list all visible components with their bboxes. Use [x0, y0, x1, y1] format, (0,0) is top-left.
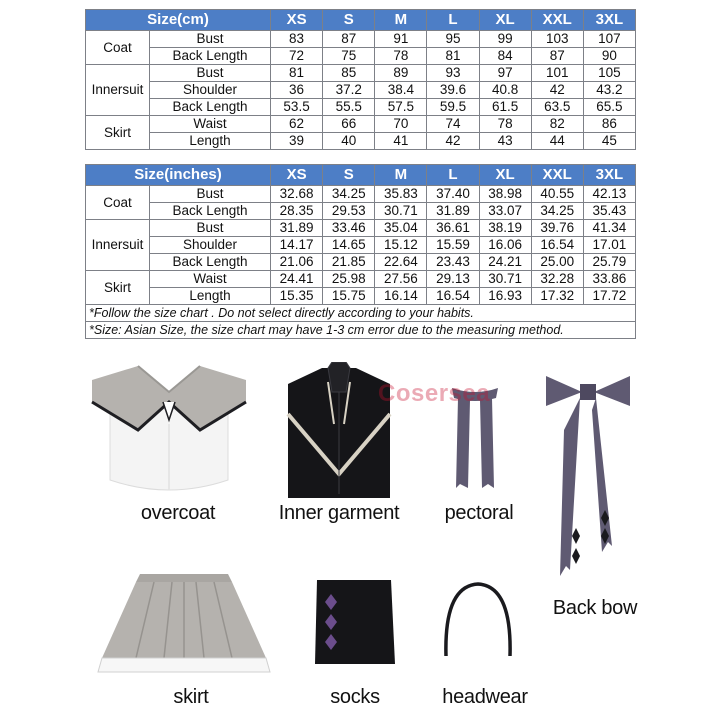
- size-header: XXL: [531, 165, 583, 186]
- size-value-cell: 31.89: [271, 220, 323, 237]
- size-value-cell: 33.86: [583, 271, 635, 288]
- measure-label: Length: [150, 133, 271, 150]
- size-value-cell: 41.34: [583, 220, 635, 237]
- size-value-cell: 42: [531, 82, 583, 99]
- size-value-cell: 31.89: [427, 203, 479, 220]
- size-value-cell: 25.00: [531, 254, 583, 271]
- size-value-cell: 83: [271, 31, 323, 48]
- table-row: [86, 99, 636, 116]
- size-value-cell: 97: [479, 65, 531, 82]
- measure-label: Length: [150, 288, 271, 305]
- size-value-cell: 40.8: [479, 82, 531, 99]
- table-row: [86, 116, 636, 133]
- size-value-cell: 72: [271, 48, 323, 65]
- size-value-cell: 34.25: [323, 186, 375, 203]
- size-value-cell: 89: [375, 65, 427, 82]
- size-value-cell: 23.43: [427, 254, 479, 271]
- socks-label: socks: [330, 686, 380, 708]
- size-value-cell: 40: [323, 133, 375, 150]
- size-value-cell: 87: [323, 31, 375, 48]
- size-header: 3XL: [583, 165, 635, 186]
- size-value-cell: 84: [479, 48, 531, 65]
- size-value-cell: 32.68: [271, 186, 323, 203]
- size-chart-inches: [85, 164, 636, 339]
- size-value-cell: 16.06: [479, 237, 531, 254]
- size-value-cell: 57.5: [375, 99, 427, 116]
- size-value-cell: 93: [427, 65, 479, 82]
- size-value-cell: 27.56: [375, 271, 427, 288]
- overcoat-label: overcoat: [140, 502, 216, 524]
- size-value-cell: 36: [271, 82, 323, 99]
- skirt-image: [94, 572, 274, 682]
- measure-label: Shoulder: [150, 237, 271, 254]
- size-note: *Size: Asian Size, the size chart may have 1-3 cm error due to the measuring method.: [86, 322, 636, 339]
- size-value-cell: 43.2: [583, 82, 635, 99]
- table-row: [86, 48, 636, 65]
- measure-label: Waist: [150, 116, 271, 133]
- group-label: Innersuit: [86, 220, 150, 271]
- size-value-cell: 62: [271, 116, 323, 133]
- size-value-cell: 65.5: [583, 99, 635, 116]
- table-row: [86, 133, 636, 150]
- size-value-cell: 14.65: [323, 237, 375, 254]
- size-value-cell: 91: [375, 31, 427, 48]
- group-label: Skirt: [86, 116, 150, 150]
- size-value-cell: 30.71: [479, 271, 531, 288]
- socks-image: [311, 580, 397, 666]
- table-row: [86, 288, 636, 305]
- size-chart-header-row: [86, 10, 636, 31]
- size-value-cell: 15.75: [323, 288, 375, 305]
- size-value-cell: 75: [323, 48, 375, 65]
- size-value-cell: 43: [479, 133, 531, 150]
- measure-label: Back Length: [150, 48, 271, 65]
- size-value-cell: 36.61: [427, 220, 479, 237]
- table-row: [86, 186, 636, 203]
- size-header: XXL: [531, 10, 583, 31]
- size-value-cell: 45: [583, 133, 635, 150]
- back-bow-label: Back bow: [552, 597, 638, 619]
- size-value-cell: 39.6: [427, 82, 479, 99]
- measure-label: Shoulder: [150, 82, 271, 99]
- size-value-cell: 41: [375, 133, 427, 150]
- size-value-cell: 44: [531, 133, 583, 150]
- size-value-cell: 24.21: [479, 254, 531, 271]
- size-value-cell: 86: [583, 116, 635, 133]
- size-value-cell: 66: [323, 116, 375, 133]
- size-value-cell: 21.06: [271, 254, 323, 271]
- size-value-cell: 34.25: [531, 203, 583, 220]
- size-value-cell: 101: [531, 65, 583, 82]
- size-value-cell: 33.46: [323, 220, 375, 237]
- size-value-cell: 16.14: [375, 288, 427, 305]
- size-header: 3XL: [583, 10, 635, 31]
- size-header: M: [375, 165, 427, 186]
- size-value-cell: 16.54: [427, 288, 479, 305]
- size-chart-title: Size(inches): [86, 165, 271, 186]
- size-value-cell: 29.53: [323, 203, 375, 220]
- size-value-cell: 39: [271, 133, 323, 150]
- table-row: [86, 31, 636, 48]
- table-row: [86, 65, 636, 82]
- size-chart-header-row: [86, 165, 636, 186]
- size-value-cell: 107: [583, 31, 635, 48]
- size-value-cell: 25.98: [323, 271, 375, 288]
- table-row: [86, 82, 636, 99]
- measure-label: Bust: [150, 31, 271, 48]
- size-value-cell: 55.5: [323, 99, 375, 116]
- size-value-cell: 25.79: [583, 254, 635, 271]
- size-value-cell: 95: [427, 31, 479, 48]
- size-value-cell: 70: [375, 116, 427, 133]
- size-header: M: [375, 10, 427, 31]
- table-row: [86, 237, 636, 254]
- size-value-cell: 59.5: [427, 99, 479, 116]
- size-value-cell: 15.59: [427, 237, 479, 254]
- measure-label: Back Length: [150, 203, 271, 220]
- size-value-cell: 30.71: [375, 203, 427, 220]
- overcoat-image: [88, 362, 250, 498]
- group-label: Coat: [86, 186, 150, 220]
- size-header: XS: [271, 165, 323, 186]
- size-value-cell: 21.85: [323, 254, 375, 271]
- size-value-cell: 17.01: [583, 237, 635, 254]
- size-value-cell: 87: [531, 48, 583, 65]
- size-chart-title: Size(cm): [86, 10, 271, 31]
- size-value-cell: 32.28: [531, 271, 583, 288]
- size-value-cell: 38.4: [375, 82, 427, 99]
- size-value-cell: 33.07: [479, 203, 531, 220]
- size-value-cell: 14.17: [271, 237, 323, 254]
- size-value-cell: 16.93: [479, 288, 531, 305]
- size-chart-cm: [85, 9, 636, 150]
- size-value-cell: 16.54: [531, 237, 583, 254]
- size-header: XL: [479, 165, 531, 186]
- size-value-cell: 53.5: [271, 99, 323, 116]
- size-value-cell: 99: [479, 31, 531, 48]
- watermark-logo: Cosersea: [378, 380, 491, 407]
- size-value-cell: 42: [427, 133, 479, 150]
- pectoral-label: pectoral: [444, 502, 514, 524]
- headwear-label: headwear: [442, 686, 528, 708]
- measure-label: Back Length: [150, 99, 271, 116]
- table-row: [86, 271, 636, 288]
- size-value-cell: 81: [271, 65, 323, 82]
- size-value-cell: 17.32: [531, 288, 583, 305]
- size-value-cell: 81: [427, 48, 479, 65]
- size-note: *Follow the size chart . Do not select directly according to your habits.: [86, 305, 636, 322]
- measure-label: Bust: [150, 186, 271, 203]
- size-value-cell: 22.64: [375, 254, 427, 271]
- group-label: Innersuit: [86, 65, 150, 116]
- size-value-cell: 61.5: [479, 99, 531, 116]
- size-value-cell: 63.5: [531, 99, 583, 116]
- size-header: L: [427, 165, 479, 186]
- skirt-label: skirt: [173, 686, 209, 708]
- size-value-cell: 40.55: [531, 186, 583, 203]
- table-row: [86, 203, 636, 220]
- size-value-cell: 24.41: [271, 271, 323, 288]
- size-value-cell: 15.12: [375, 237, 427, 254]
- size-value-cell: 85: [323, 65, 375, 82]
- measure-label: Bust: [150, 65, 271, 82]
- size-value-cell: 103: [531, 31, 583, 48]
- size-value-cell: 78: [375, 48, 427, 65]
- back-bow-image: [542, 370, 634, 580]
- size-header: S: [323, 165, 375, 186]
- size-value-cell: 90: [583, 48, 635, 65]
- size-value-cell: 35.83: [375, 186, 427, 203]
- measure-label: Waist: [150, 271, 271, 288]
- size-header: XS: [271, 10, 323, 31]
- size-value-cell: 105: [583, 65, 635, 82]
- size-value-cell: 82: [531, 116, 583, 133]
- size-value-cell: 39.76: [531, 220, 583, 237]
- measure-label: Back Length: [150, 254, 271, 271]
- size-value-cell: 42.13: [583, 186, 635, 203]
- group-label: Skirt: [86, 271, 150, 305]
- size-value-cell: 28.35: [271, 203, 323, 220]
- headwear-image: [440, 580, 516, 660]
- size-value-cell: 17.72: [583, 288, 635, 305]
- size-value-cell: 38.98: [479, 186, 531, 203]
- size-header: L: [427, 10, 479, 31]
- inner-garment-label: Inner garment: [278, 502, 400, 524]
- table-row: [86, 254, 636, 271]
- size-value-cell: 37.2: [323, 82, 375, 99]
- size-value-cell: 38.19: [479, 220, 531, 237]
- size-value-cell: 78: [479, 116, 531, 133]
- size-value-cell: 35.43: [583, 203, 635, 220]
- size-value-cell: 29.13: [427, 271, 479, 288]
- size-header: XL: [479, 10, 531, 31]
- size-value-cell: 15.35: [271, 288, 323, 305]
- size-value-cell: 74: [427, 116, 479, 133]
- size-value-cell: 35.04: [375, 220, 427, 237]
- table-row: [86, 220, 636, 237]
- size-header: S: [323, 10, 375, 31]
- measure-label: Bust: [150, 220, 271, 237]
- size-value-cell: 37.40: [427, 186, 479, 203]
- group-label: Coat: [86, 31, 150, 65]
